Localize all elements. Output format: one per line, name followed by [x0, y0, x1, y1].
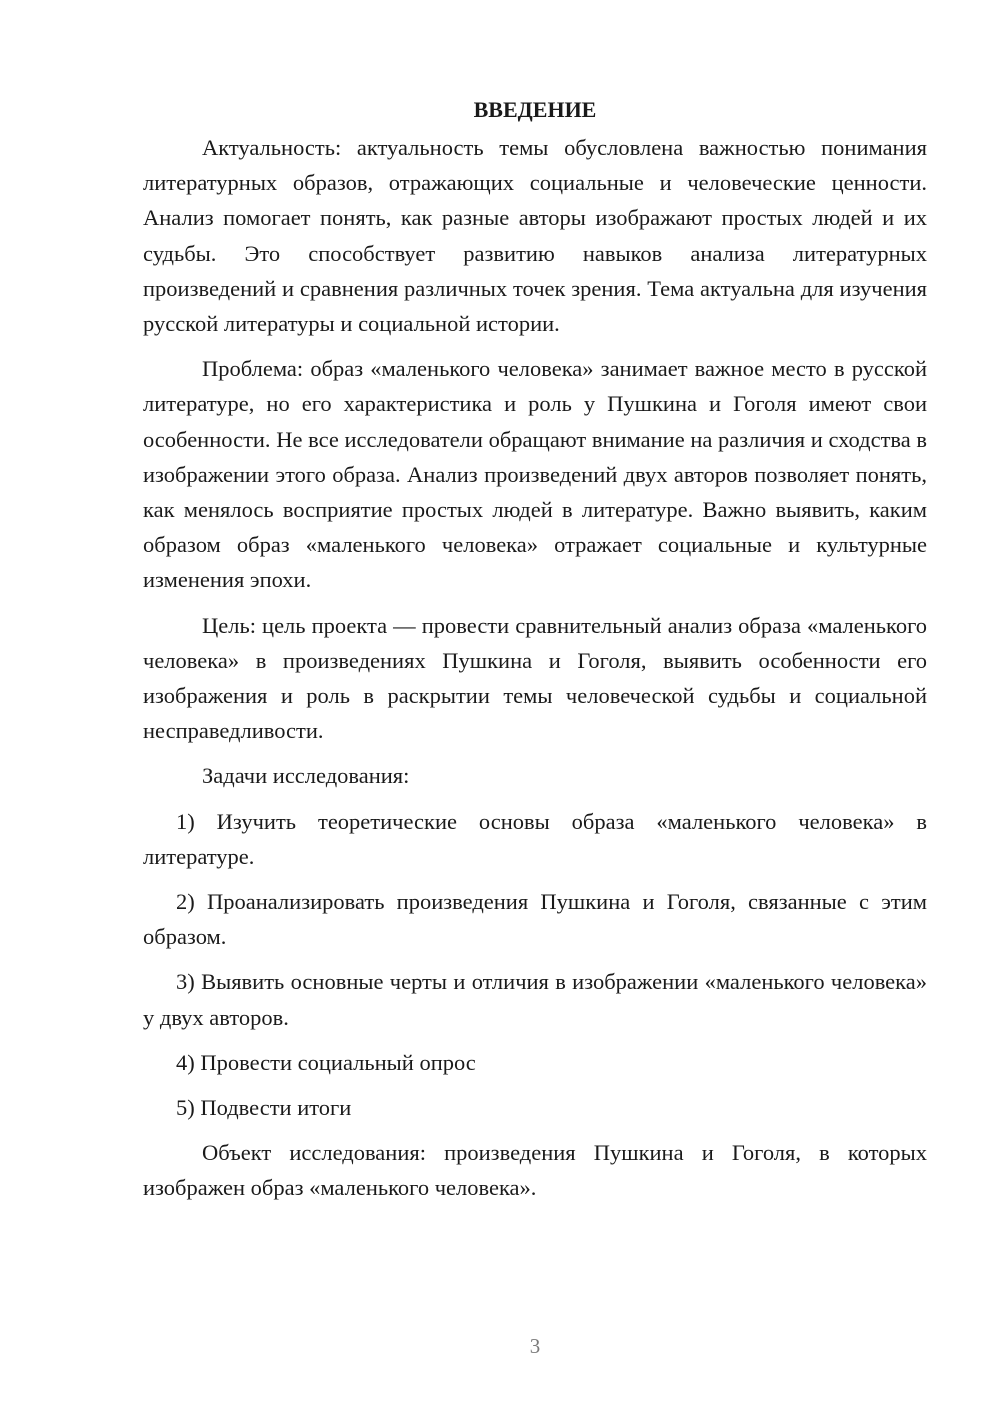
- task-item-2: 2) Проанализировать произведения Пушкина и Гоголя, связанные с этим образом.: [143, 889, 927, 950]
- task-item-1: 1) Изучить теоретические основы образа «маленького человека» в литературе.: [143, 808, 927, 869]
- page-number: 3: [529, 1334, 541, 1358]
- object-paragraph: Объект исследования: произведения Пушкина и Гоголя, в которых изображен образ «маленького человека».: [143, 1140, 927, 1201]
- task-item-5: 5) Подвести итоги: [176, 1095, 352, 1121]
- task-item-4: 4) Провести социальный опрос: [176, 1049, 476, 1075]
- tasks-heading: Задачи исследования:: [202, 763, 410, 789]
- relevance-paragraph: Актуальность: актуальность темы обусловлена важностью понимания литературных образов, отражающих социальные и человеческие ценности. Анализ помогает понять, как разные авторы изображают простых людей и их судьбы. Это способствует развитию навыков анализа литературных произведений и сравнения различных точек зрения. Тема актуальна для изучения русской литературы и социальной истории.: [143, 135, 927, 337]
- document-page: [143, 92, 927, 1216]
- goal-paragraph: Цель: цель проекта — провести сравнительный анализ образа «маленького человека» в произведениях Пушкина и Гоголя, выявить особенности его изображения и роль в раскрытии темы человеческой судьбы и социальной несправедливости.: [143, 612, 927, 744]
- section-title: ВВЕДЕНИЕ: [473, 97, 597, 122]
- task-item-3: 3) Выявить основные черты и отличия в изображении «маленького человека» у двух авторов.: [143, 969, 927, 1030]
- problem-paragraph: Проблема: образ «маленького человека» занимает важное место в русской литературе, но его характеристика и роль у Пушкина и Гоголя имеют свои особенности. Не все исследователи обращают внимание на различия и сходства в изображении этого образа. Анализ произведений двух авторов позволяет понять, как менялось восприятие простых людей в литературе. Важно выявить, каким образом образ «маленького человека» отражает социальные и культурные изменения эпохи.: [143, 356, 927, 593]
